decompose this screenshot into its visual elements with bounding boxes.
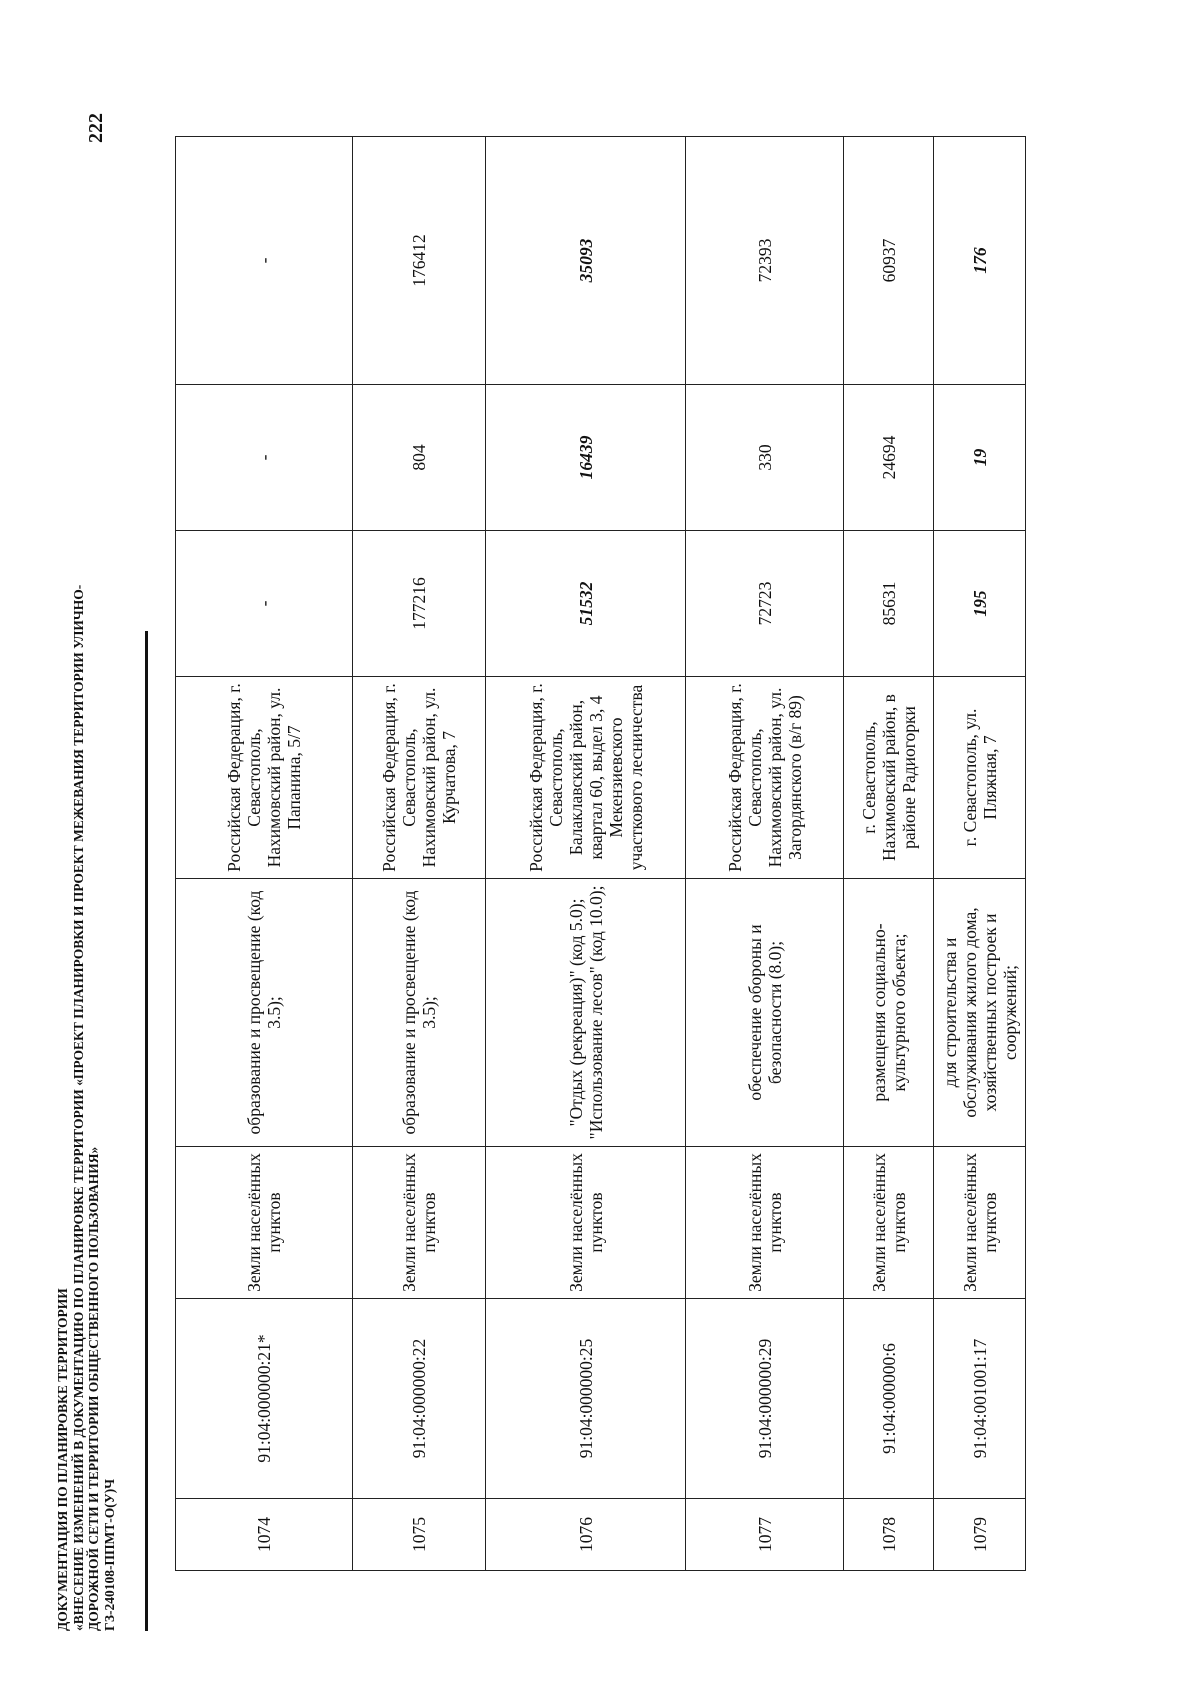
table-row bbox=[934, 137, 1026, 1571]
cell-land-category: Земли населённых пунктов bbox=[353, 1147, 486, 1299]
cell-area-1: 177216 bbox=[353, 531, 486, 677]
cell-address: г. Севастополь, ул. Пляжная, 7 bbox=[934, 677, 1026, 879]
cell-land-category: Земли населённых пунктов bbox=[686, 1147, 844, 1299]
cell-permitted-use: обеспечение обороны и безопасности (8.0); bbox=[686, 879, 844, 1147]
cell-land-category: Земли населённых пунктов bbox=[486, 1147, 686, 1299]
cell-area-1: - bbox=[176, 531, 353, 677]
document-header bbox=[55, 271, 117, 1631]
cell-area-1: 51532 bbox=[486, 531, 686, 677]
cell-cadastral-number: 91:04:000000:6 bbox=[844, 1299, 934, 1499]
cell-number: 1079 bbox=[934, 1499, 1026, 1571]
cell-area-3: 72393 bbox=[686, 137, 844, 385]
cell-permitted-use: образование и просвещение (код 3.5); bbox=[176, 879, 353, 1147]
header-line-1: ДОКУМЕНТАЦИЯ ПО ПЛАНИРОВКЕ ТЕРРИТОРИИ bbox=[55, 1288, 70, 1631]
cell-cadastral-number: 91:04:001001:17 bbox=[934, 1299, 1026, 1499]
cell-area-1: 85631 bbox=[844, 531, 934, 677]
table-row bbox=[176, 137, 353, 1571]
land-plots-table bbox=[175, 136, 1026, 1571]
header-line-3: ДОРОЖНОЙ СЕТИ И ТЕРРИТОРИИ ОБЩЕСТВЕННОГО ПОЛЬЗОВАНИЯ» bbox=[86, 1146, 101, 1631]
header-line-2: «ВНЕСЕНИЕ ИЗМЕНЕНИЙ В ДОКУМЕНТАЦИЮ ПО ПЛАНИРОВКЕ ТЕРРИТОРИИ «ПРОЕКТ ПЛАНИРОВКИ И ПРОЕКТ МЕЖЕВАНИЯ ТЕРРИТОРИИ УЛИЧНО- bbox=[70, 584, 86, 1631]
table-row bbox=[486, 137, 686, 1571]
cell-area-3: 35093 bbox=[486, 137, 686, 385]
cell-area-2: - bbox=[176, 385, 353, 531]
cell-area-2: 330 bbox=[686, 385, 844, 531]
cell-area-3: 176 bbox=[934, 137, 1026, 385]
cell-area-1: 72723 bbox=[686, 531, 844, 677]
cell-area-1: 195 bbox=[934, 531, 1026, 677]
cell-address: Российская Федерация, г. Севастополь, Нахимовский район, ул. Папанина, 5/7 bbox=[176, 677, 353, 879]
cell-address: г. Севастополь, Нахимовский район, в районе Радиогорки bbox=[844, 677, 934, 879]
cell-number: 1075 bbox=[353, 1499, 486, 1571]
cell-permitted-use: "Отдых (рекреация)" (код 5.0); "Использование лесов" (код 10.0); bbox=[486, 879, 686, 1147]
cell-land-category: Земли населённых пунктов bbox=[844, 1147, 934, 1299]
cell-area-2: 16439 bbox=[486, 385, 686, 531]
cell-cadastral-number: 91:04:000000:29 bbox=[686, 1299, 844, 1499]
header-divider bbox=[145, 631, 148, 1631]
cell-permitted-use: для строительства и обслуживания жилого дома, хозяйственных построек и сооружений; bbox=[934, 879, 1026, 1147]
cell-number: 1077 bbox=[686, 1499, 844, 1571]
cell-address: Российская Федерация, г. Севастополь, Нахимовский район, ул. Курчатова, 7 bbox=[353, 677, 486, 879]
table-body bbox=[176, 137, 1026, 1571]
cell-land-category: Земли населённых пунктов bbox=[176, 1147, 353, 1299]
cell-permitted-use: размещения социально-культурного объекта; bbox=[844, 879, 934, 1147]
cell-number: 1074 bbox=[176, 1499, 353, 1571]
cell-number: 1076 bbox=[486, 1499, 686, 1571]
cell-area-3: - bbox=[176, 137, 353, 385]
cell-number: 1078 bbox=[844, 1499, 934, 1571]
table-row bbox=[844, 137, 934, 1571]
page-number: 222 bbox=[85, 113, 107, 143]
cell-cadastral-number: 91:04:000000:21* bbox=[176, 1299, 353, 1499]
header-line-4: ГЗ-240108-ППМТ-О(У)Ч bbox=[101, 1478, 117, 1631]
cell-land-category: Земли населённых пунктов bbox=[934, 1147, 1026, 1299]
cell-address: Российская Федерация, г. Севастополь, Нахимовский район, ул. Загордянского (в/г 89) bbox=[686, 677, 844, 879]
cell-area-3: 60937 bbox=[844, 137, 934, 385]
cell-area-2: 24694 bbox=[844, 385, 934, 531]
table-row bbox=[686, 137, 844, 1571]
table-row bbox=[353, 137, 486, 1571]
cell-area-2: 804 bbox=[353, 385, 486, 531]
cell-cadastral-number: 91:04:000000:25 bbox=[486, 1299, 686, 1499]
cell-address: Российская Федерация, г. Севастополь, Балаклавский район, квартал 60, выдел 3, 4 Мекензиевского участкового лесничества bbox=[486, 677, 686, 879]
cell-permitted-use: образование и просвещение (код 3.5); bbox=[353, 879, 486, 1147]
cell-area-2: 19 bbox=[934, 385, 1026, 531]
cell-area-3: 176412 bbox=[353, 137, 486, 385]
cell-cadastral-number: 91:04:000000:22 bbox=[353, 1299, 486, 1499]
